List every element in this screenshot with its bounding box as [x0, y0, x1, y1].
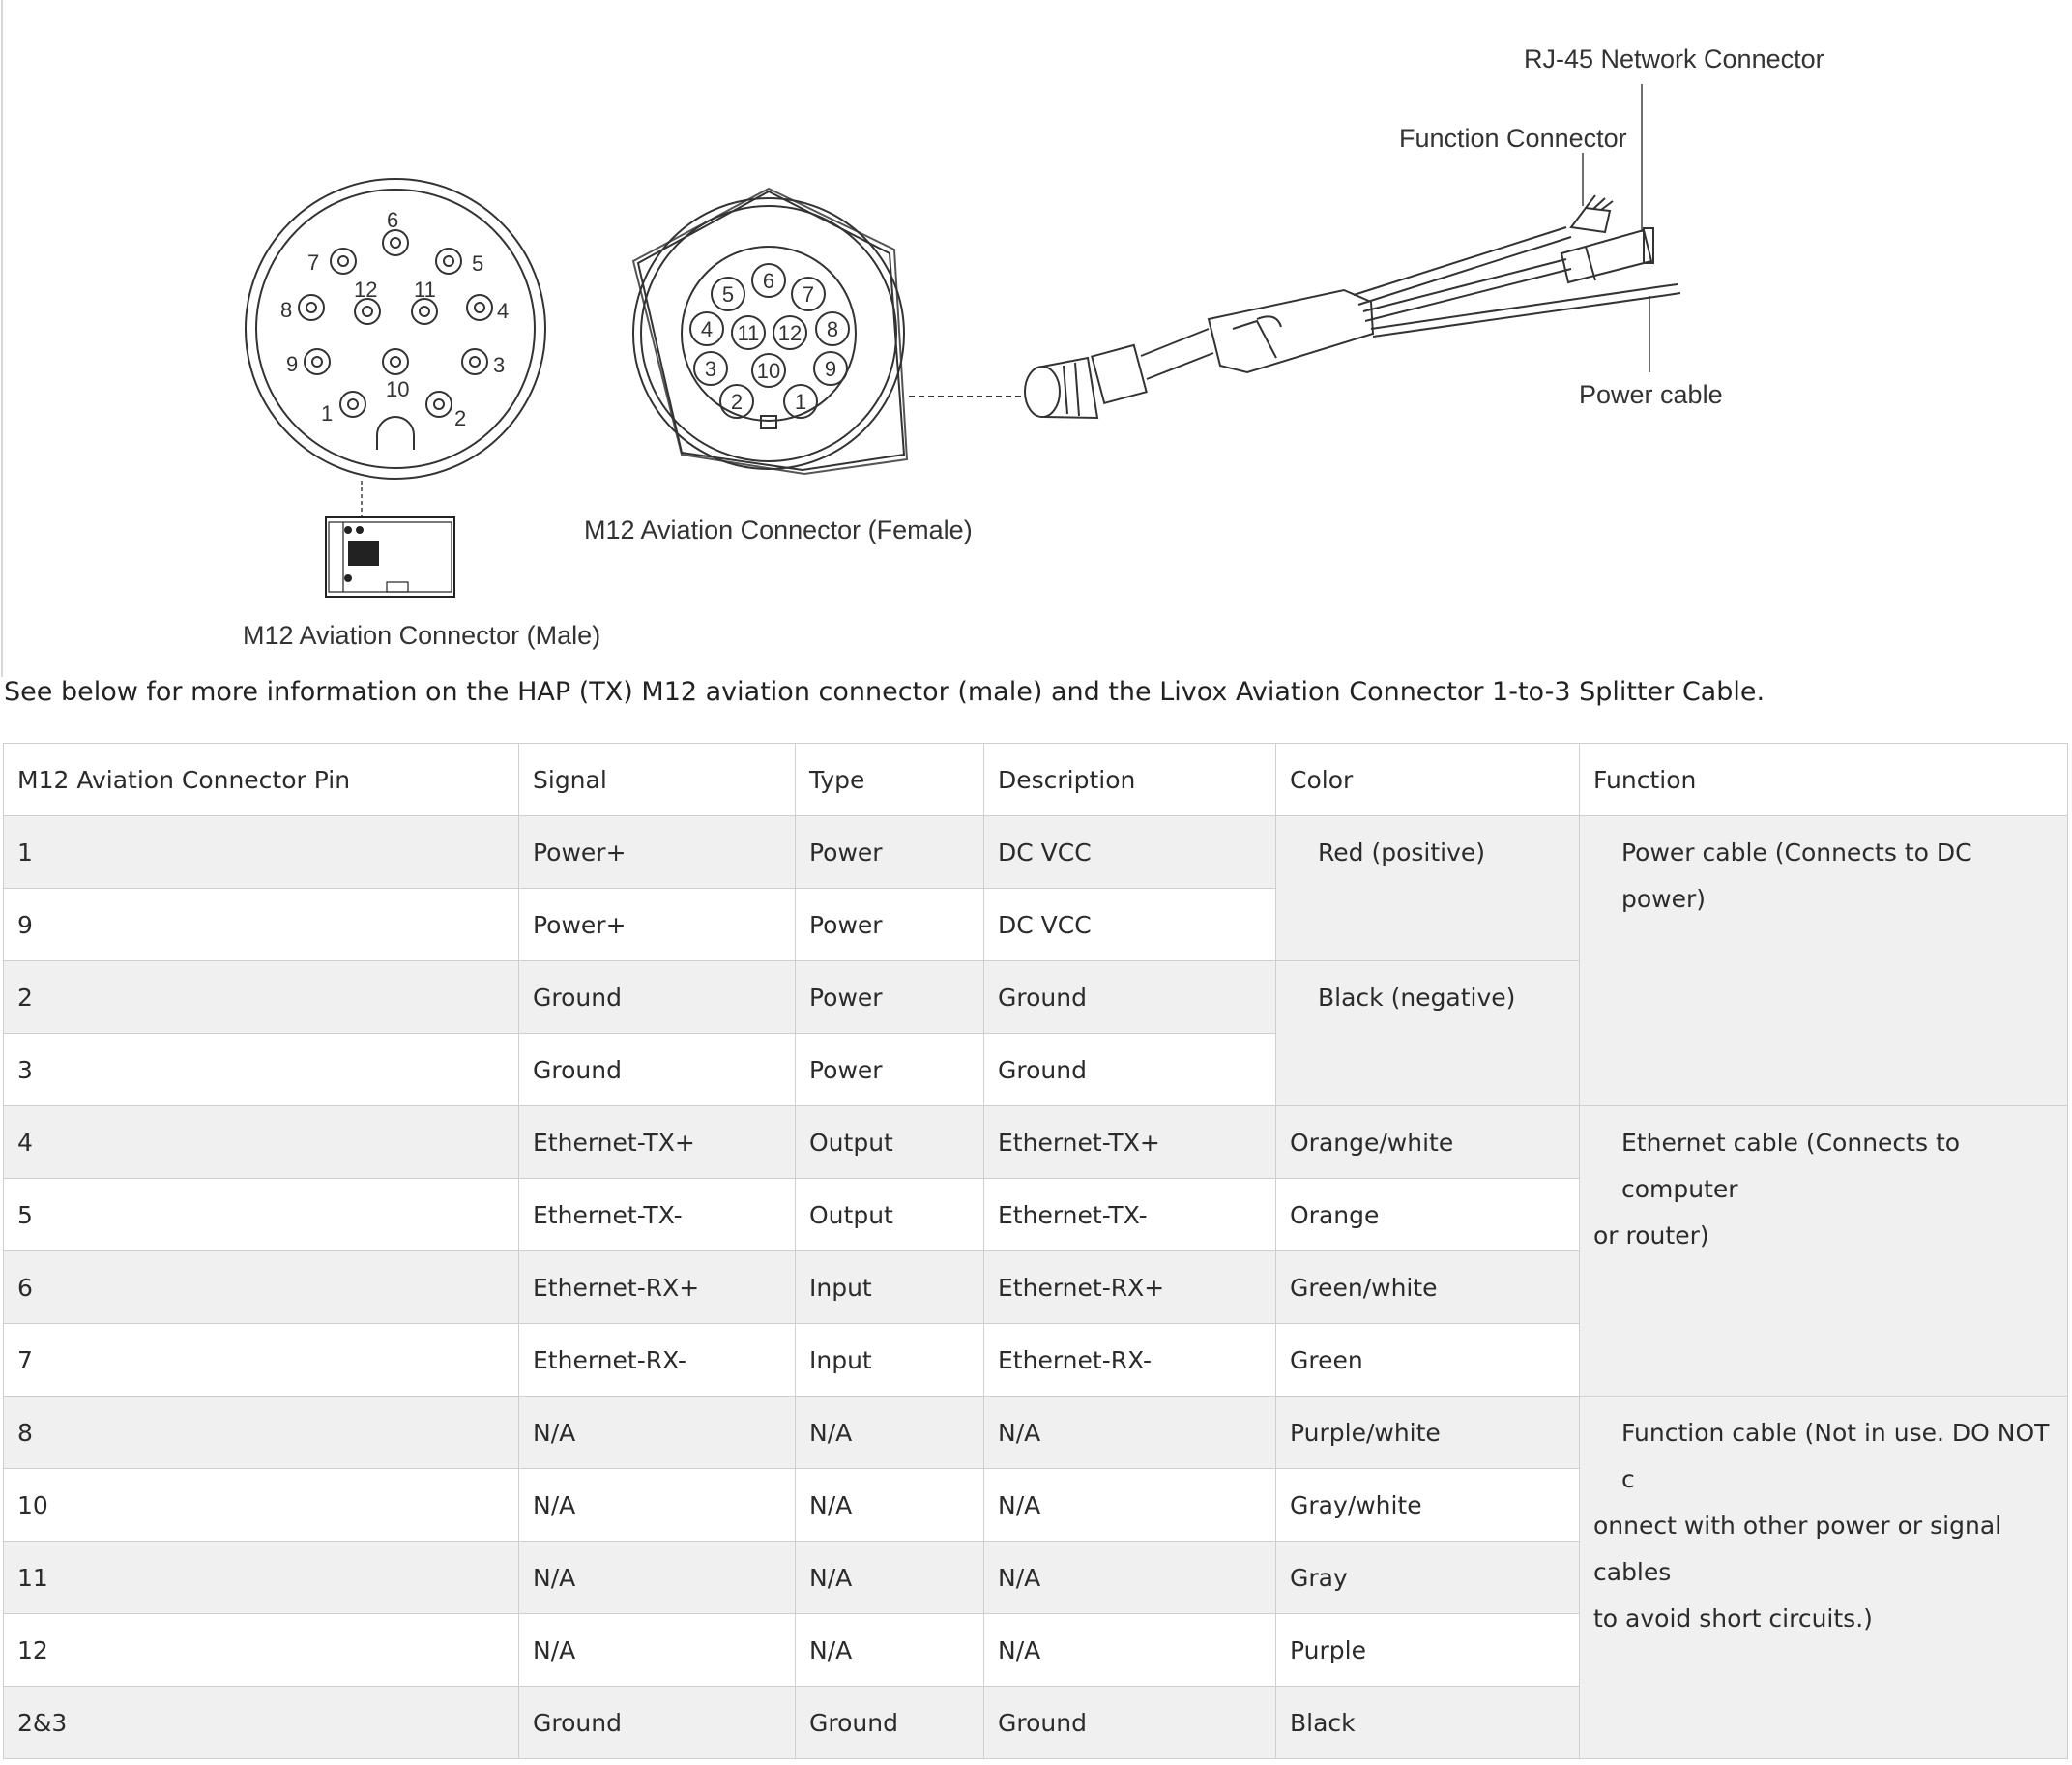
cell-pin: 11	[4, 1542, 519, 1614]
male-pin-socket-core	[475, 303, 484, 312]
function-function-line2: onnect with other power or signal cables	[1593, 1512, 2002, 1586]
function-function-line3: to avoid short circuits.)	[1593, 1604, 1873, 1633]
cell-signal: Ground	[519, 1687, 796, 1759]
table-row	[4, 816, 2068, 889]
female-connector-label: M12 Aviation Connector (Female)	[584, 515, 973, 544]
male-pin-socket-core	[348, 399, 358, 409]
female-pin-number: 11	[737, 321, 760, 345]
cell-pin: 1	[4, 816, 519, 889]
cell-function-power	[1580, 816, 2068, 1106]
male-pin-number: 2	[454, 406, 467, 430]
header-function: Function	[1580, 744, 2068, 816]
cell-signal: Ethernet-RX+	[519, 1251, 796, 1324]
male-pin-socket	[383, 349, 408, 374]
cell-function-ethernet	[1580, 1106, 2068, 1397]
cell-color-black	[1276, 961, 1580, 1106]
male-pin-number: 6	[387, 208, 399, 232]
cell-description: Ground	[984, 1687, 1276, 1759]
cell-description: N/A	[984, 1469, 1276, 1542]
male-pin-socket-core	[391, 357, 400, 367]
cell-description: Ground	[984, 1034, 1276, 1106]
male-connector-module	[326, 517, 454, 597]
connector-drawing	[0, 0, 2072, 677]
female-pin-number: 10	[756, 359, 781, 383]
cell-type: Power	[796, 816, 984, 889]
cell-signal: N/A	[519, 1542, 796, 1614]
cell-color: Gray/white	[1276, 1469, 1580, 1542]
cell-signal: Ground	[519, 1034, 796, 1106]
male-pin-socket	[340, 392, 365, 417]
cell-pin: 5	[4, 1179, 519, 1251]
function-power-text: Power cable (Connects to DC power)	[1621, 838, 1972, 913]
color-red-text: Red (positive)	[1318, 838, 1486, 867]
female-pin-number: 6	[762, 269, 775, 293]
male-pin-socket	[331, 249, 356, 274]
cell-type: Input	[796, 1251, 984, 1324]
cell-signal: Ethernet-TX+	[519, 1106, 796, 1179]
header-description: Description	[984, 744, 1276, 816]
cell-type: Ground	[796, 1687, 984, 1759]
cell-description: Ethernet-TX+	[984, 1106, 1276, 1179]
cell-pin: 2	[4, 961, 519, 1034]
cell-pin: 7	[4, 1324, 519, 1397]
cell-color: Gray	[1276, 1542, 1580, 1614]
male-pin-socket-core	[434, 399, 444, 409]
cell-signal: Ground	[519, 961, 796, 1034]
male-pin-socket	[436, 249, 461, 274]
cell-type: N/A	[796, 1614, 984, 1687]
cell-type: N/A	[796, 1397, 984, 1469]
female-pin-number: 1	[794, 390, 807, 414]
cell-type: Output	[796, 1106, 984, 1179]
cell-color: Purple/white	[1276, 1397, 1580, 1469]
header-type: Type	[796, 744, 984, 816]
cell-pin: 12	[4, 1614, 519, 1687]
female-pin-number: 9	[824, 357, 837, 381]
cell-type: N/A	[796, 1542, 984, 1614]
male-pin-socket	[305, 349, 330, 374]
male-pin-socket	[355, 299, 380, 324]
cell-description: N/A	[984, 1397, 1276, 1469]
cell-description: DC VCC	[984, 816, 1276, 889]
intro-paragraph: See below for more information on the HAP (TX) M12 aviation connector (male) and the Livox Aviation Connector 1-to-3 Splitter Cable.	[4, 677, 1766, 707]
male-pin-number: 4	[497, 299, 510, 323]
male-pin-number: 5	[472, 251, 484, 276]
cell-color: Purple	[1276, 1614, 1580, 1687]
male-pin-number: 10	[386, 377, 410, 401]
cell-function-function	[1580, 1397, 2068, 1759]
cell-pin: 10	[4, 1469, 519, 1542]
cell-pin: 9	[4, 889, 519, 961]
female-pin-number: 8	[826, 317, 839, 341]
cell-color: Orange/white	[1276, 1106, 1580, 1179]
female-pin-number: 2	[730, 390, 744, 414]
female-connector-face	[633, 189, 907, 474]
function-ethernet-line2: or router)	[1593, 1221, 1709, 1250]
cell-pin: 3	[4, 1034, 519, 1106]
cell-description: N/A	[984, 1614, 1276, 1687]
function-connector-label: Function Connector	[1399, 124, 1627, 153]
table-header-row	[4, 744, 2068, 816]
cell-pin: 2&3	[4, 1687, 519, 1759]
cell-signal: Power+	[519, 816, 796, 889]
rj45-label: RJ-45 Network Connector	[1524, 44, 1824, 74]
cell-pin: 4	[4, 1106, 519, 1179]
pinout-table	[3, 743, 2068, 1759]
male-pin-number: 11	[414, 278, 436, 302]
table-row	[4, 1397, 2068, 1469]
cell-color-red	[1276, 816, 1580, 961]
male-pin-socket-core	[470, 357, 480, 367]
male-pin-socket-core	[444, 256, 453, 266]
cell-type: Output	[796, 1179, 984, 1251]
male-pin-socket-core	[391, 238, 400, 248]
function-ethernet-line1: Ethernet cable (Connects to computer	[1621, 1129, 1961, 1203]
cell-signal: N/A	[519, 1614, 796, 1687]
cell-color: Green/white	[1276, 1251, 1580, 1324]
cell-description: Ethernet-TX-	[984, 1179, 1276, 1251]
female-pin-number: 12	[777, 321, 803, 345]
cell-description: Ethernet-RX-	[984, 1324, 1276, 1397]
cell-type: Input	[796, 1324, 984, 1397]
male-pin-socket	[412, 299, 437, 324]
cell-signal: Ethernet-TX-	[519, 1179, 796, 1251]
cell-color: Orange	[1276, 1179, 1580, 1251]
male-pin-socket	[383, 230, 408, 255]
header-pin: M12 Aviation Connector Pin	[4, 744, 519, 816]
female-pin-number: 4	[700, 317, 714, 341]
cell-description: DC VCC	[984, 889, 1276, 961]
table-row	[4, 1106, 2068, 1179]
female-pin-number: 5	[721, 282, 735, 307]
power-cable-label: Power cable	[1579, 380, 1723, 409]
male-pin-socket-core	[363, 307, 372, 316]
color-black-text: Black (negative)	[1318, 984, 1516, 1012]
male-pin-number: 9	[286, 352, 299, 376]
cell-pin: 8	[4, 1397, 519, 1469]
male-pin-number: 12	[354, 278, 378, 302]
cell-description: N/A	[984, 1542, 1276, 1614]
male-pin-socket-core	[306, 303, 316, 312]
male-pin-number: 7	[307, 250, 320, 275]
male-pin-socket	[426, 392, 452, 417]
male-pin-socket	[299, 295, 324, 320]
function-function-line1: Function cable (Not in use. DO NOT c	[1621, 1419, 2050, 1493]
cell-signal: N/A	[519, 1469, 796, 1542]
cell-type: Power	[796, 961, 984, 1034]
cell-signal: Power+	[519, 889, 796, 961]
cell-color: Green	[1276, 1324, 1580, 1397]
male-pin-socket	[467, 295, 492, 320]
cell-type: Power	[796, 1034, 984, 1106]
header-color: Color	[1276, 744, 1580, 816]
female-pin-number: 3	[704, 357, 717, 381]
male-pin-socket-core	[312, 357, 322, 367]
connector-diagram	[0, 0, 2072, 677]
cell-signal: N/A	[519, 1397, 796, 1469]
cell-type: N/A	[796, 1469, 984, 1542]
male-pin-socket-core	[420, 307, 429, 316]
cell-color: Black	[1276, 1687, 1580, 1759]
cell-description: Ethernet-RX+	[984, 1251, 1276, 1324]
female-pin-numbers	[701, 269, 838, 414]
cell-signal: Ethernet-RX-	[519, 1324, 796, 1397]
male-connector-label: M12 Aviation Connector (Male)	[243, 621, 601, 650]
cell-description: Ground	[984, 961, 1276, 1034]
male-pin-socket-core	[338, 256, 348, 266]
male-pin-number: 1	[321, 401, 334, 426]
cell-type: Power	[796, 889, 984, 961]
male-pin-number: 8	[280, 298, 293, 322]
header-signal: Signal	[519, 744, 796, 816]
female-pin-number: 7	[802, 282, 815, 307]
male-pin-socket	[462, 349, 487, 374]
cell-pin: 6	[4, 1251, 519, 1324]
male-pin-number: 3	[493, 353, 506, 377]
